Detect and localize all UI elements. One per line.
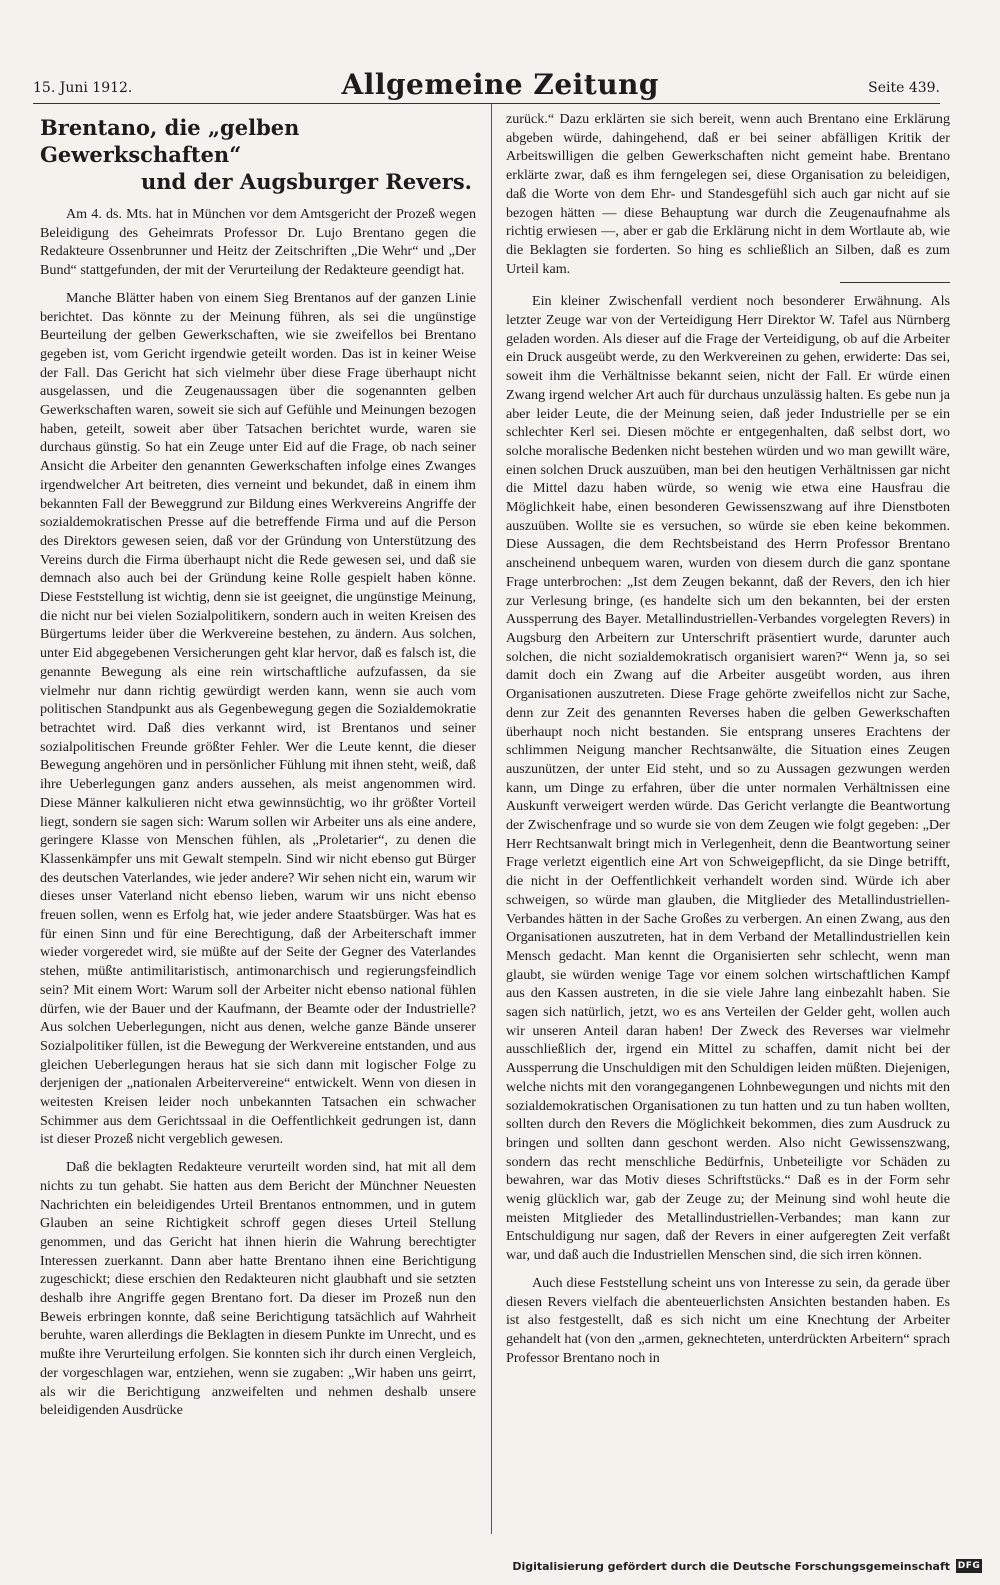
digitization-footer [512,1559,982,1573]
page-number: Seite 439. [868,80,940,96]
article-headline [40,114,476,195]
right-column [506,110,950,1367]
article-paragraph: Auch diese Feststellung scheint uns von Interesse zu sein, da gerade über diesen Revers vielfach die abenteuerlichsten Ansichten bestanden haben. Es ist also festgestellt, daß es sich nicht um eine Knechtung der Arbeiter gehandelt hat (von den „armen, geknechteten, unterdrückten Arbeitern“ sprach Professor Brentano noch in [506,1274,950,1366]
headline-line-1: Brentano, die „gelben Gewerkschaften“ [40,115,300,167]
article-paragraph: zurück.“ Dazu erklärten sie sich bereit, wenn auch Brentano eine Erklärung abgeben würde, dahingehend, daß er bei seiner abfälligen Kritik der Arbeitswilligen die gelben Gewerkschaften nicht gemeint habe. Brentano erklärte zwar, daß es ihm ferngelegen sei, diese Organisation zu beleidigen, daß die Worte von dem Ehr- und Standesgefühl sich auch gar nicht auf sie bezogen hätten — diese Behauptung war durch die Zeugenaufnahme als richtig erwiesen —, aber er gab die Erklärung nicht in dem Wortlaute ab, wie die Beklagten sie forderten. So hing es schließlich an Silben, daß es zum Urteil kam. [506,111,950,277]
article-paragraph: Daß die beklagten Redakteure verurteilt worden sind, hat mit all dem nichts zu tun gehabt. Sie hatten aus dem Bericht der Münchner Neuesten Nachrichten ein beleidigendes Urteil Brentanos entnommen, und in gutem Glauben an seine Richtigkeit schroff gegen dieses Urteil Stellung genommen, und das Gericht hat ihnen hierin die Wahrung berechtigter Interessen zuerkannt. Dann aber hatte Brentano ihnen eine Berichtigung zugeschickt; diese erschien den Redakteuren nicht glaubhaft und sie setzten deshalb ihre Angriffe gegen Brentano fort. Da dieser im Prozeß nun den Beweis erbringen konnte, daß seine Berichtigung tatsächlich auf Wahrheit beruhte, waren allerdings die Beklagten in diesem Punkte im Unrecht, und es mußte ihre Verurteilung erfolgen. Sie konnten sich ihr durch einen Vergleich, der vorgeschlagen war, entziehen, wenn sie zugaben: „Wir haben uns geirrt, als wir die Berichtigung anzweifelten und nehmen deshalb unsere beleidigenden Ausdrücke [40,1159,476,1419]
headline-line-2: und der Augsburger Revers. [140,169,472,194]
article-paragraph: Am 4. ds. Mts. hat in München vor dem Amtsgericht der Prozeß wegen Beleidigung des Geheimrats Professor Dr. Lujo Brentano gegen die Redakteure Ossenbrunner und Heitz der Zeitschriften „Die Wehr“ und „Der Bund“ stattgefunden, der mit der Verurteilung der Redakteure geendigt hat. [40,206,476,279]
header-rule [33,103,940,104]
funding-note: Digitalisierung gefördert durch die Deutsche Forschungsgemeinschaft [512,1559,950,1573]
page-header [33,66,940,100]
section-rule [840,282,950,283]
issue-date: 15. Juni 1912. [33,80,133,96]
left-column [40,110,476,1420]
article-paragraph: Manche Blätter haben von einem Sieg Brentanos auf der ganzen Linie berichtet. Das könnte zu der Meinung führen, als sei die ungünstige Beurteilung der gelben Gewerkschaften, wie sie zweifellos bei Brentano gegeben ist, vom Gericht irgendwie geteilt worden. Das ist in keiner Weise der Fall. Das Gericht hat sich vielmehr über diese Frage überhaupt nicht ausgelassen, und die Zeugenaussagen über die sogenannten gelben Gewerkschaften waren, soweit sie sich auf Gefühle und Meinungen bezogen haben, geteilt, soweit aber über Tatsachen berichtet wurde, waren sie durchaus günstig. So hat ein Zeuge unter Eid auf die Frage, ob nach seiner Ansicht die Arbeiter den genannten Gewerkschaften infolge eines Zwanges irgendwelcher Art beitreten, dies verneint und bekundet, daß in einem ihm bekannten Fall der Beweggrund zur Bildung eines Werkvereins Angriffe der sozialdemokratischen Presse auf die betreffende Firma und auf die Person des Direktors gewesen seien, daß vor der Gründung von Unterstützung des Vereins durch die Firma überhaupt nicht die Rede gewesen sei, und daß sie demnach also auch bei der Gründung keine Rolle gespielt haben könne. Diese Feststellung ist wichtig, denn sie ist geeignet, die ungünstige Meinung, die nicht nur bei vielen Sozialpolitikern, sondern auch in weiten Kreisen des Bürgertums leider über die Werkvereine bestehen, zu ändern. Aus solchen, unter Eid abgegebenen Versicherungen geht klar hervor, daß es falsch ist, die genannte Bewegung als eine rein wirtschaftliche aufzufassen, da sie vielmehr nur dann richtig gewürdigt werden kann, wenn sie auch vom politischen Standpunkt aus als Gegenbewegung gegen die Sozialdemokratie betrachtet wird. Daß dies verkannt wird, ist Brentanos und seiner sozialpolitischen Freunde größter Fehler. Wer die Leute kennt, die dieser Bewegung angehören und in persönlicher Fühlung mit ihnen steht, weiß, daß ihre Ueberlegungen ganz anders aussehen, als meist angenommen wird. Diese Männer kalkulieren nicht etwa gewinnsüchtig, wo ihr größter Vorteil liegt, sondern sie sagen sich: Warum sollen wir Arbeiter uns als eine andere, geringere Klasse von Menschen fühlen, als „Proletarier“, zu denen die Klassenkämpfer uns mit Gewalt stempeln. Sind wir nicht ebenso gut Bürger des deutschen Vaterlandes, wie jeder andere? Wir sehen nicht ein, warum wir dieses unser Vaterland nicht ebenso lieben, warum wir uns nicht ebenso freuen sollen, wenn es Erfolg hat, wie jeder andere Staatsbürger. Was hat es für einen Sinn und für eine Berechtigung, daß der Arbeiterschaft immer wieder vorgeredet wird, sie müßte auf der Seite der Gegner des Vaterlandes stehen, müßte antimilitaristisch, antimonarchisch und regierungsfeindlich sein? Mit einem Wort: Warum soll der Arbeiter nicht ebenso national fühlen dürfen, wie der Bauer und der Kaufmann, der Beamte oder der Industrielle? Aus solchen Ueberlegungen, nicht aus denen, welche ganze Bände unserer Sozialpolitiker füllen, ist die Bewegung der Werkvereine entstanden, und aus gleichen Ueberlegungen heraus hat sie sich dann mit logischer Folge zu derjenigen der „nationalen Arbeitervereine“ entwickelt. Wenn von diesen in weitesten Kreisen leider noch unbekannten Tatsachen ein schwacher Schimmer aus dem Gerichtssaal in die Oeffentlichkeit gedrungen ist, dann ist dieser Prozeß nicht vergeblich gewesen. [40,289,476,1148]
dfg-logo-icon: DFG [957,1561,981,1571]
newspaper-title: Allgemeine Zeitung [341,68,659,101]
column-divider [491,104,492,1534]
article-paragraph: Ein kleiner Zwischenfall verdient noch besonderer Erwähnung. Als letzter Zeuge war von der Verteidigung Herr Direktor W. Tafel aus Nürnberg geladen worden. Als dieser auf die Frage der Verteidigung, ob auf die Arbeiter ein Druck ausgeübt werde, zu den Werkvereinen zu gehen, erwiderte: Das sei, soweit ihm die Verhältnisse bekannt seien, nicht der Fall. Er würde einen Zwang irgend welcher Art auch für durchaus unzulässig halten. Es gebe nun ja aber leider Leute, die der Meinung seien, daß jeder Industrielle per se ein schlechter Kerl sei. Diesen möchte er entgegenhalten, daß selbst dort, wo solche moralische Bedenken nicht bestehen würden und wo man gewillt wäre, einen solchen Druck auszuüben, man bei den heutigen Verhältnissen gar nicht die Mittel dazu haben würde, so wenig wie etwa eine Hausfrau die Möglichkeit habe, einen besonderen Gewissenszwang auf ihre Dienstboten auszuüben. Wollte sie es versuchen, so würde sie eben keine bekommen. Diese Aussagen, die dem Rechtsbeistand des Herrn Professor Brentano anscheinend unbequem waren, wurden von diesem durch die ganz spontane Frage unterbrochen: „Ist dem Zeugen bekannt, daß der Revers, den ich hier zur Verlesung bringe, (es handelte sich um den bekannten, bei der ersten Aussperrung des Bayer. Metallindustriellen-Verbandes vorgelegten Revers) in Augsburg den Arbeitern zur Unterschrift präsentiert wurde, darunter auch solchen, die nicht sozialdemokratisch organisiert waren?“ Wenn ja, so sei damit doch ein Zwang auf die Arbeiter ausgeübt worden, aus ihren Organisationen auszutreten. Diese Frage gehörte zweifellos nicht zur Sache, denn zur Zeit des genannten Reverses haben die gelben Gewerkschaften überhaupt noch nicht bestanden. Sie entsprang unseres Erachtens der schlimmen Neigung mancher Rechtsanwälte, die Situation eines Zeugen auszunützen, der unter Eid steht, und so zu Aussagen gezwungen werden kann, um Dinge zu erfahren, über die unter normalen Verhältnissen eine Auskunft verweigert werden würde. Das Gericht verlangte die Beantwortung der Zwischenfrage und so wurde sie von dem Zeugen wie folgt gegeben: „Der Herr Rechtsanwalt bringt mich in Verlegenheit, denn die Beantwortung seiner Frage verletzt eigentlich eine Art von Schweigepflicht, da sie Dinge betrifft, die nicht in der Oeffentlichkeit verhandelt worden sind. Würde ich aber schweigen, so würde man glauben, die Mitglieder des Metallindustriellen-Verbandes hätten in der Sache Großes zu verbergen. An einen Zwang, aus den Organisationen auszutreten, hat in dem Verband der Metallindustriellen kein Mensch gedacht. Man kennt die Organisierten sehr schlecht, wenn man glaubt, sie würden wenige Tage vor einem solchen wirtschaftlichen Kampf aus den Kassen austreten, in die sie viele Jahre lang einbezahlt haben. Sie sagen sich natürlich, jetzt, wo es ans Verteilen der Gelder geht, wollen auch wir unseren Anteil daran haben! Der Zweck des Reverses war vielmehr ausschließlich der, irgend ein Mittel zu schaffen, damit nicht bei der Aussperrung die Unschuldigen mit den Schuldigen leiden müßten. Diejenigen, welche nichts mit den vorangegangenen Lohnbewegungen und nichts mit den sozialdemokratischen Organisationen zu tun hatten und zu tun haben wollten, sollten durch den Revers die Möglichkeit bekommen, dies zum Ausdruck zu bringen und sollten dann geschont werden. Also nicht Gewissenszwang, sondern das recht menschliche Bedürfnis, Unbeteiligte vor Schäden zu bewahren, war das Motiv dieses Schriftstücks.“ Daß es in der Form sehr wenig glücklich war, gab der Zeuge zu; der Meinung sind wohl heute die meisten Mitglieder des Metallindustriellen-Verbandes; man kann zur Entschuldigung nur sagen, daß der Revers in einer aufgeregten Zeit verfaßt war, und daß auch die Industriellen Menschen sind, die sich irren können. [506,293,950,1264]
